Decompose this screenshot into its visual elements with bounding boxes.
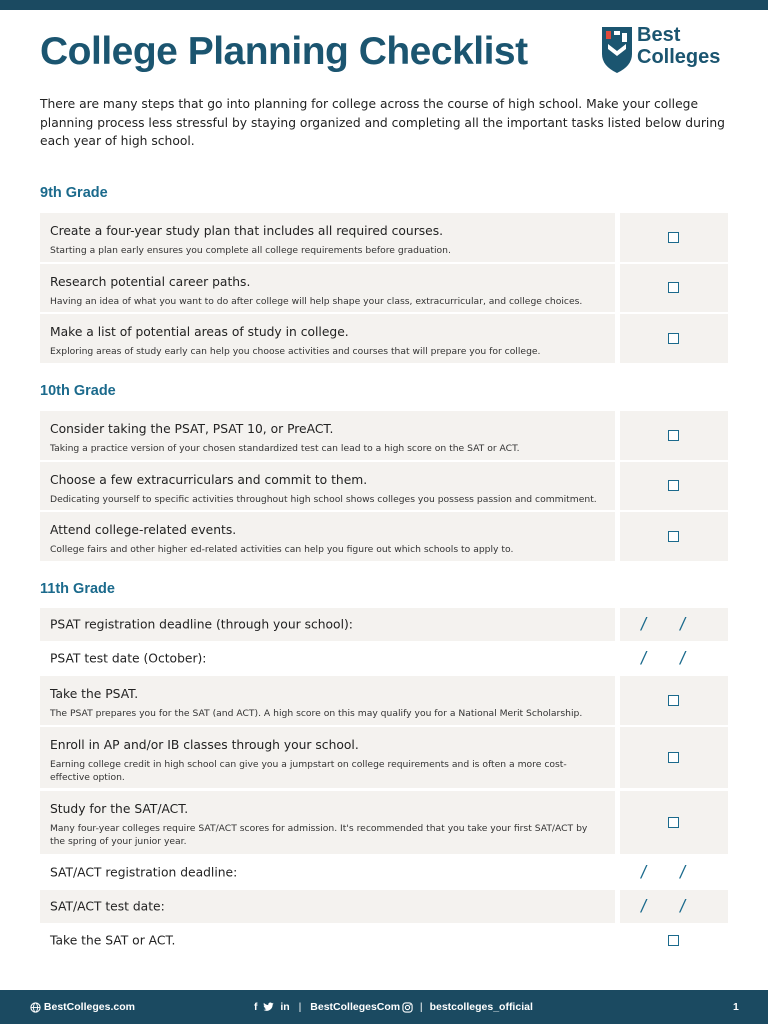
footer-instagram-handle[interactable]: bestcolleges_official [429,1001,533,1013]
checklist-row [40,213,728,262]
row-text-cell [40,791,615,854]
task-checkbox[interactable] [668,935,679,946]
row-text-cell [40,264,615,312]
checklist-row [40,727,728,788]
item-title: SAT/ACT test date: [50,899,165,913]
date-separator: / [641,614,647,634]
row-text-cell [40,608,615,641]
bestcolleges-logo[interactable] [600,24,740,76]
item-title: Attend college-related events. [50,523,237,537]
item-description: Taking a practice version of your chosen standardized test can lead to a high score on the SAT or ACT. [50,443,520,454]
item-title: Create a four-year study plan that includes all required courses. [50,224,444,238]
row-control-cell [620,411,728,460]
row-control-cell [620,676,728,725]
checklist-row [40,608,728,641]
item-title: PSAT registration deadline (through your school): [50,617,353,631]
item-title: Take the PSAT. [50,687,139,701]
footer-social-group [254,990,400,1024]
checklist-row [40,462,728,510]
row-text-cell [40,642,615,675]
row-control-cell [620,924,728,957]
date-separator: / [680,614,686,634]
date-entry-cell[interactable] [620,890,728,923]
twitter-icon[interactable] [263,1002,274,1012]
item-description: College fairs and other higher ed-related activities can help you figure out which schools to apply to. [50,544,514,555]
item-description: The PSAT prepares you for the SAT (and ACT). A high score on this may qualify you for a National Merit Scholarship. [50,708,583,719]
footer-instagram-group [402,990,533,1024]
item-description: Earning college credit in high school can give you a jumpstart on college requirements and is often a more cost-effective option. [50,759,567,783]
task-checkbox[interactable] [668,752,679,763]
section-heading-9th-grade: 9th Grade [40,185,108,201]
checklist-row [40,791,728,854]
date-separator: / [680,896,686,916]
task-checkbox[interactable] [668,333,679,344]
row-text-cell [40,924,615,957]
intro-paragraph: There are many steps that go into planning for college across the course of high school. Make your college planning process less stressful by staying organized and completing all the important tasks listed below during each year of high school. [40,97,725,148]
item-description: Exploring areas of study early can help you choose activities and courses that will prepare you for college. [50,346,541,357]
row-control-cell [620,314,728,363]
checklist-row [40,642,728,675]
row-text-cell [40,512,615,561]
item-description: Dedicating yourself to specific activities throughout high school shows colleges you possess passion and commitment. [50,494,597,505]
page-title: College Planning Checklist [40,30,528,73]
task-checkbox[interactable] [668,817,679,828]
checklist-row [40,676,728,725]
task-checkbox[interactable] [668,232,679,243]
item-title: SAT/ACT registration deadline: [50,865,238,879]
footer-website-link[interactable] [30,990,135,1024]
row-control-cell [620,791,728,854]
checklist-row [40,890,728,923]
item-title: Consider taking the PSAT, PSAT 10, or PreACT. [50,422,334,436]
footer-separator: | [298,1001,302,1013]
globe-icon [30,1002,41,1013]
logo-line-1: Best [637,24,681,46]
footer-website-text: BestColleges.com [43,1001,135,1013]
row-text-cell [40,727,615,788]
row-control-cell [620,264,728,312]
task-checkbox[interactable] [668,531,679,542]
date-entry-cell[interactable] [620,642,728,675]
task-checkbox[interactable] [668,695,679,706]
row-text-cell [40,314,615,363]
section-heading-11th-grade: 11th Grade [40,581,115,597]
shield-logo-icon [600,24,634,74]
item-description: Many four-year colleges require SAT/ACT scores for admission. It's recommended that you take your first SAT/ACT by the spring of your junior year. [50,823,588,847]
item-title: Make a list of potential areas of study in college. [50,325,349,339]
row-control-cell [620,462,728,510]
item-description: Having an idea of what you want to do after college will help shape your class, extracurricular, and college choices. [50,296,583,307]
row-text-cell [40,411,615,460]
item-title: Enroll in AP and/or IB classes through your school. [50,738,359,752]
row-control-cell [620,727,728,788]
checklist-row [40,512,728,561]
instagram-icon[interactable] [402,1002,413,1013]
date-entry-cell[interactable] [620,608,728,641]
date-separator: / [641,896,647,916]
task-checkbox[interactable] [668,430,679,441]
date-separator: / [680,862,686,882]
checklist-row [40,264,728,312]
page-number: 1 [733,1001,739,1013]
top-accent-bar [0,0,768,10]
logo-line-2: Colleges [637,46,721,68]
logo-wordmark [637,24,720,68]
date-separator: / [641,648,647,668]
row-text-cell [40,462,615,510]
checklist-row [40,924,728,957]
date-separator: / [680,648,686,668]
footer-separator: | [419,1001,423,1013]
row-control-cell [620,512,728,561]
linkedin-icon[interactable]: in [280,1001,290,1013]
row-control-cell [620,213,728,262]
footer-social-handle[interactable]: BestCollegesCom [310,1001,401,1013]
date-separator: / [641,862,647,882]
item-title: Research potential career paths. [50,275,251,289]
row-text-cell [40,856,615,889]
footer-bar [0,990,768,1024]
row-text-cell [40,213,615,262]
item-title: Take the SAT or ACT. [50,933,176,947]
item-title: Choose a few extracurriculars and commit to them. [50,473,368,487]
checklist-row [40,314,728,363]
checklist-row [40,411,728,460]
facebook-icon[interactable]: f [254,1001,258,1013]
row-text-cell [40,676,615,725]
checklist-row [40,856,728,889]
section-heading-10th-grade: 10th Grade [40,383,116,399]
item-description: Starting a plan early ensures you complete all college requirements before graduation. [50,245,451,256]
date-entry-cell[interactable] [620,856,728,889]
task-checkbox[interactable] [668,480,679,491]
row-text-cell [40,890,615,923]
task-checkbox[interactable] [668,282,679,293]
item-title: PSAT test date (October): [50,651,207,665]
item-title: Study for the SAT/ACT. [50,802,189,816]
